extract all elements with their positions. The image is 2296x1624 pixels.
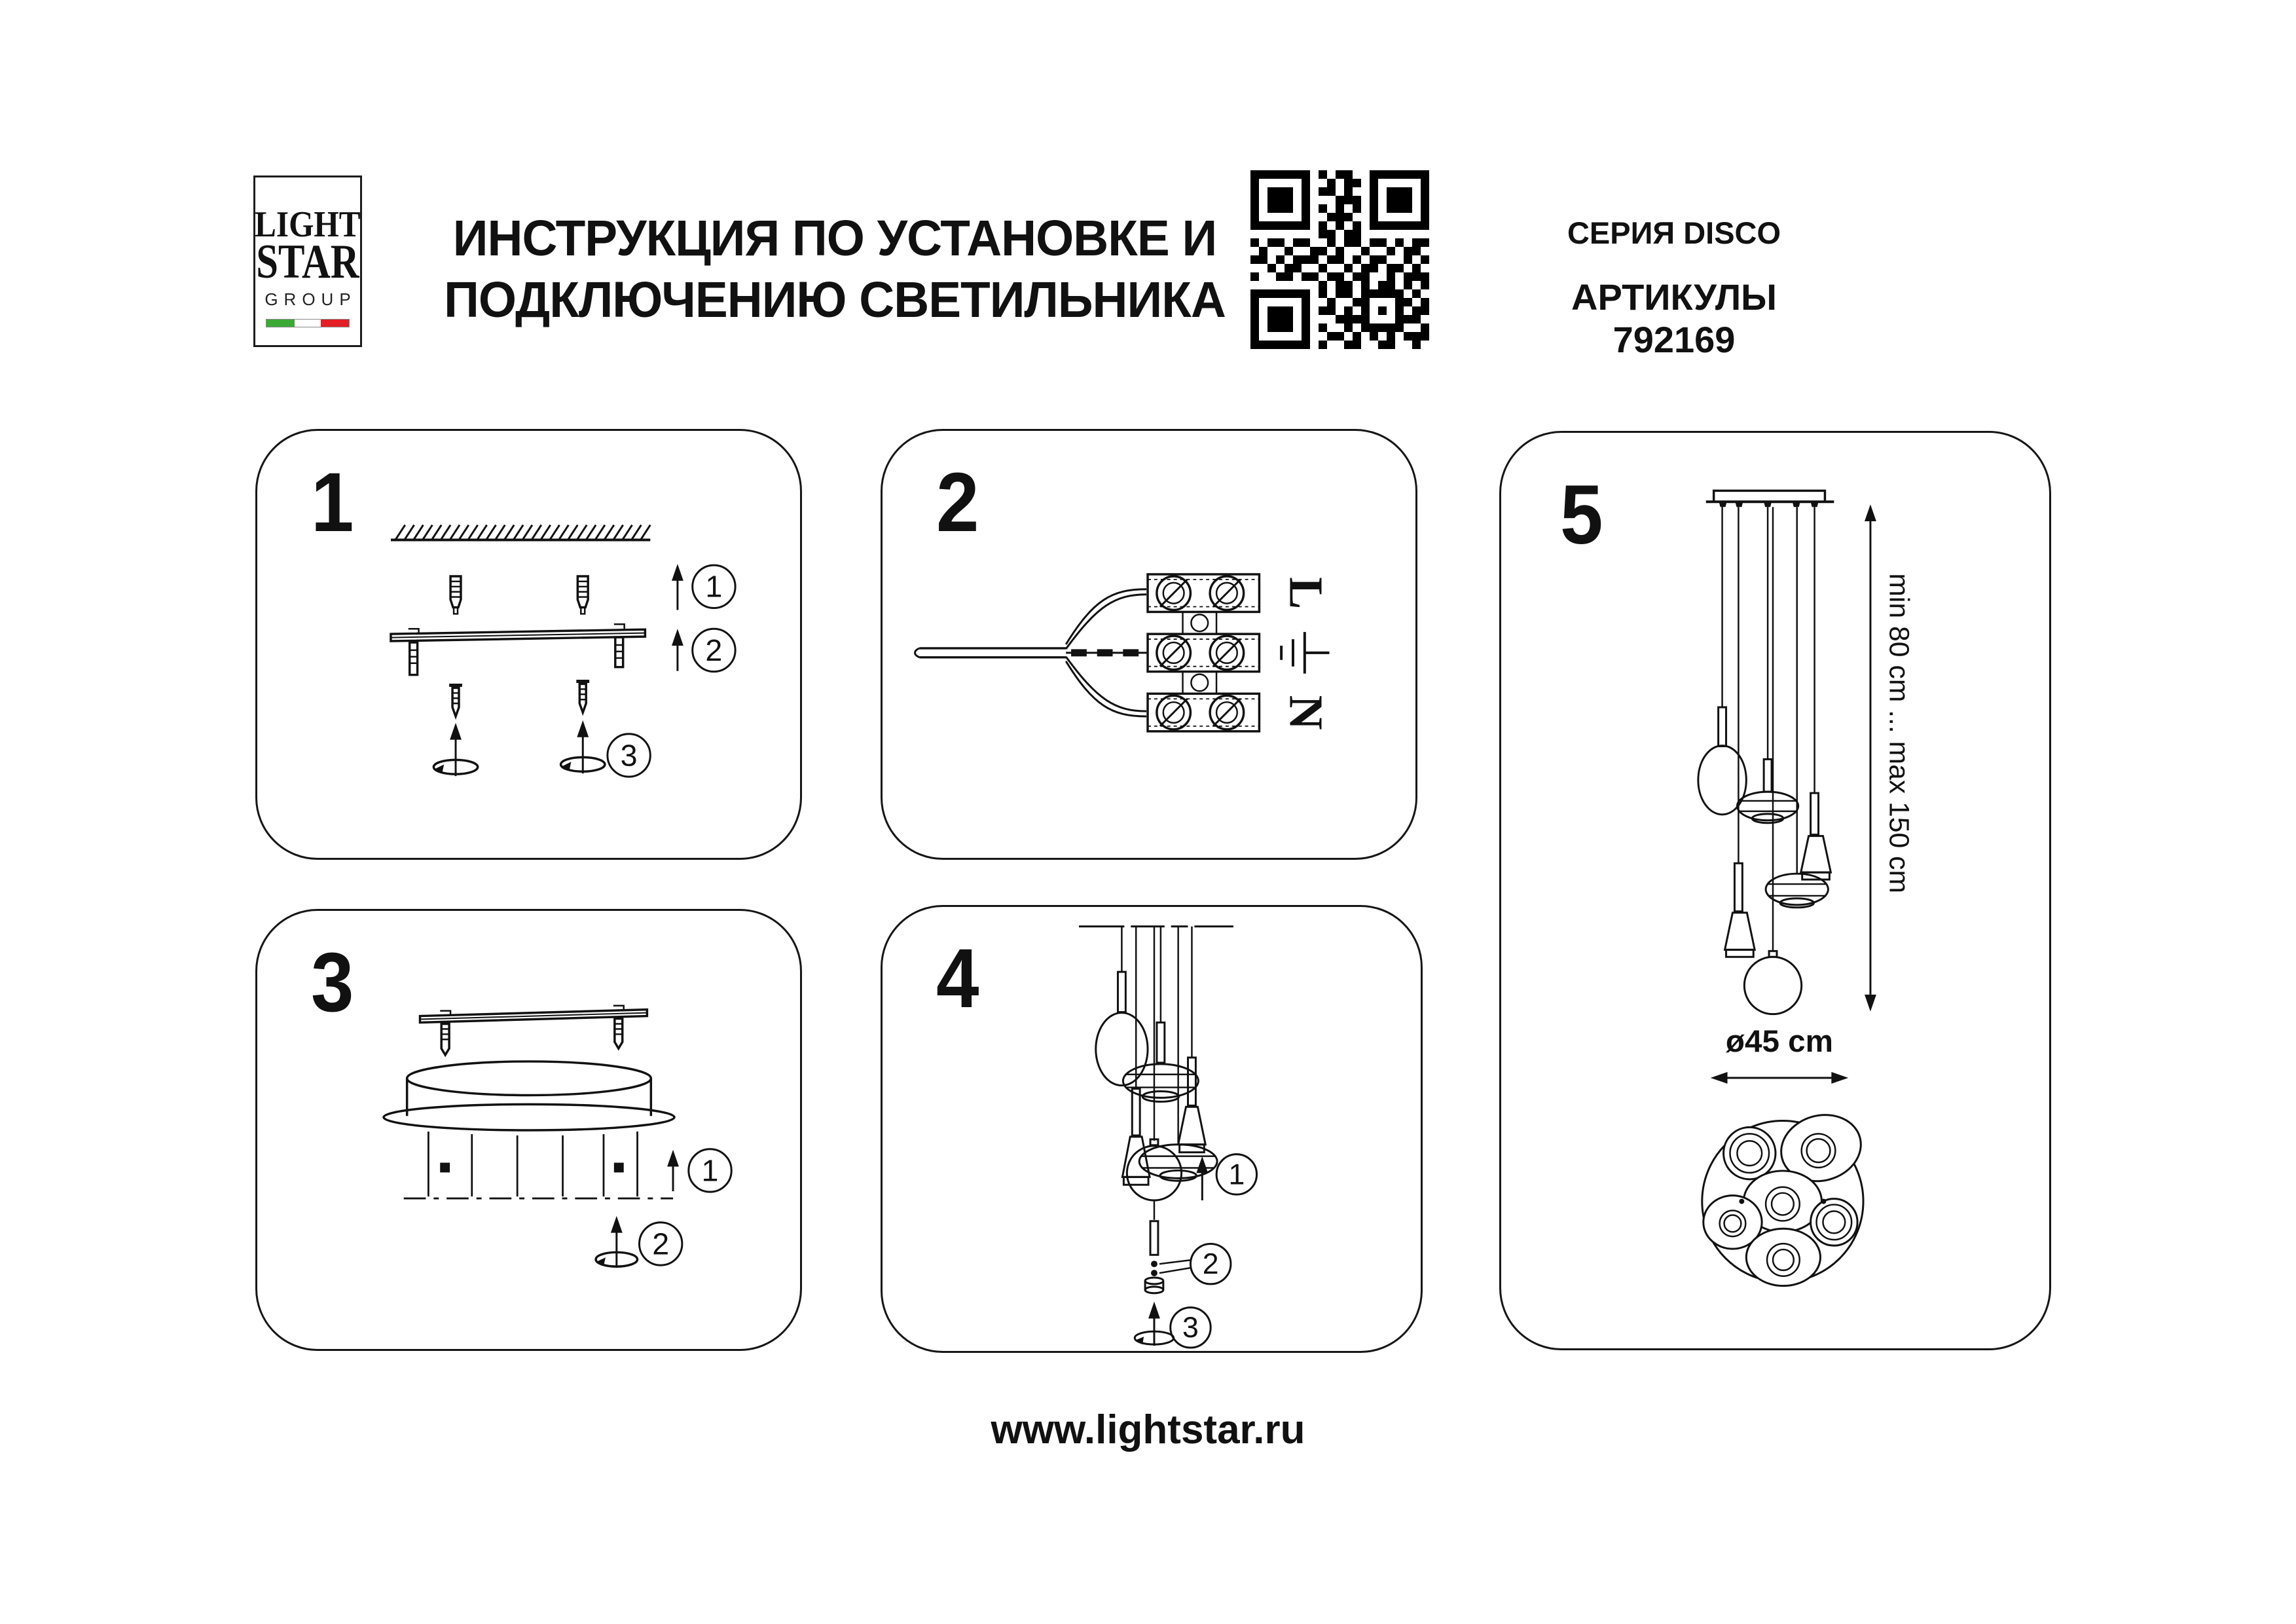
badge-1-label: 1: [705, 569, 723, 604]
article-label: АРТИКУЛЫ 792169: [1571, 276, 1777, 360]
height-dimension: [1865, 504, 1876, 1011]
badge-3-label: 3: [1182, 1312, 1199, 1344]
wire-line: [1066, 589, 1146, 649]
arrow-up-step1: [1196, 1156, 1208, 1200]
screw-rotation: [596, 1216, 637, 1268]
arrow-up-step2: [672, 629, 683, 671]
badge-2-label: 2: [1202, 1248, 1219, 1281]
canopy-disc: [384, 1061, 674, 1130]
website-url: www.lightstar.ru: [991, 1407, 1305, 1452]
step-4-number: 4: [936, 932, 979, 1025]
step-3-number: 3: [311, 936, 354, 1029]
step-1-panel: [255, 429, 802, 860]
logo-light: LIGHT: [255, 204, 361, 245]
screw-left: [449, 685, 462, 716]
badge-2-pointers: [1159, 1260, 1191, 1273]
ceiling-plate: [1706, 490, 1834, 507]
series-label: СЕРИЯ DISCO: [1567, 215, 1781, 250]
qr-code-icon: [1250, 170, 1429, 349]
bottom-view-cluster: [1702, 1106, 1868, 1285]
step-2-panel: [881, 429, 1417, 860]
terminal-label-N: N: [1279, 695, 1333, 730]
badge-2-label: 2: [652, 1227, 670, 1261]
ceiling-hatch: [391, 525, 650, 540]
ground-symbol: [1281, 632, 1329, 673]
terminal-row-earth: [1148, 634, 1259, 671]
diameter-dimension: [1711, 1072, 1848, 1084]
screw-rotation-left: [433, 723, 477, 776]
screw-rotation: [1135, 1302, 1173, 1346]
logo-group: GROUP: [264, 289, 357, 309]
badge-2-label: 2: [705, 633, 723, 667]
step-5-number: 5: [1560, 468, 1603, 562]
terminal-row-N: [1148, 693, 1259, 731]
product-info: [1510, 215, 1838, 361]
terminal-row-L: [1148, 574, 1259, 612]
mounting-bracket: [420, 1006, 647, 1055]
screw-right: [576, 681, 589, 712]
italian-flag-icon: [266, 319, 350, 327]
suspension-cords: [428, 1132, 637, 1196]
flag-white: [295, 320, 321, 327]
pendant-disc-lower: [1139, 1145, 1217, 1181]
cord-assembly: [1145, 1200, 1163, 1293]
diameter-label: ø45 cm: [1725, 1024, 1834, 1060]
page-title: [438, 208, 1232, 331]
supply-cable: [915, 648, 1066, 657]
pendant-disc-upper: [1737, 759, 1798, 822]
page-title-line1: ИНСТРУКЦИЯ ПО УСТАНОВКЕ И: [452, 210, 1217, 267]
pendant-disc-lower: [1766, 874, 1828, 908]
arrow-up-step1: [667, 1150, 679, 1191]
screw-rotation-right: [561, 720, 605, 773]
badge-3-label: 3: [620, 738, 638, 773]
flag-red: [321, 320, 349, 327]
height-range-label: min 80 cm ... max 150 cm: [1883, 573, 1915, 894]
final-view-diagram: [1501, 433, 2049, 1348]
badge-1-label: 1: [1228, 1158, 1245, 1191]
wall-anchor-left: [450, 576, 461, 614]
step-1-diagram: [257, 431, 800, 858]
badge-1-label: 1: [701, 1153, 719, 1188]
arrow-up-step1: [672, 564, 683, 610]
step-4-panel: [881, 905, 1423, 1353]
wall-anchor-right: [577, 576, 588, 614]
qr-code: [1250, 170, 1429, 349]
logo-star: STAR: [256, 234, 359, 289]
pendant-oval: [1096, 972, 1148, 1085]
step-2-number: 2: [936, 456, 979, 549]
step-3-diagram: [257, 911, 800, 1349]
wire-neutral: [1066, 657, 1146, 716]
step-2-diagram: [883, 431, 1415, 858]
pendant-sphere: [1744, 951, 1801, 1014]
final-view-panel: [1499, 431, 2051, 1350]
step-4-diagram: [883, 907, 1421, 1351]
lightstar-logo: [253, 175, 362, 347]
pendant-cone-left: [1725, 863, 1755, 957]
cord-lock-left: [440, 1163, 450, 1173]
terminal-label-L: L: [1279, 577, 1333, 610]
mounting-bracket: [391, 624, 645, 674]
cord-lock-right: [614, 1163, 624, 1173]
page-title-line2: ПОДКЛЮЧЕНИЮ СВЕТИЛЬНИКА: [444, 271, 1226, 328]
flag-green: [266, 320, 295, 327]
pendant-cone-right: [1801, 793, 1831, 879]
step-1-number: 1: [311, 456, 354, 549]
step-3-panel: [255, 909, 802, 1351]
